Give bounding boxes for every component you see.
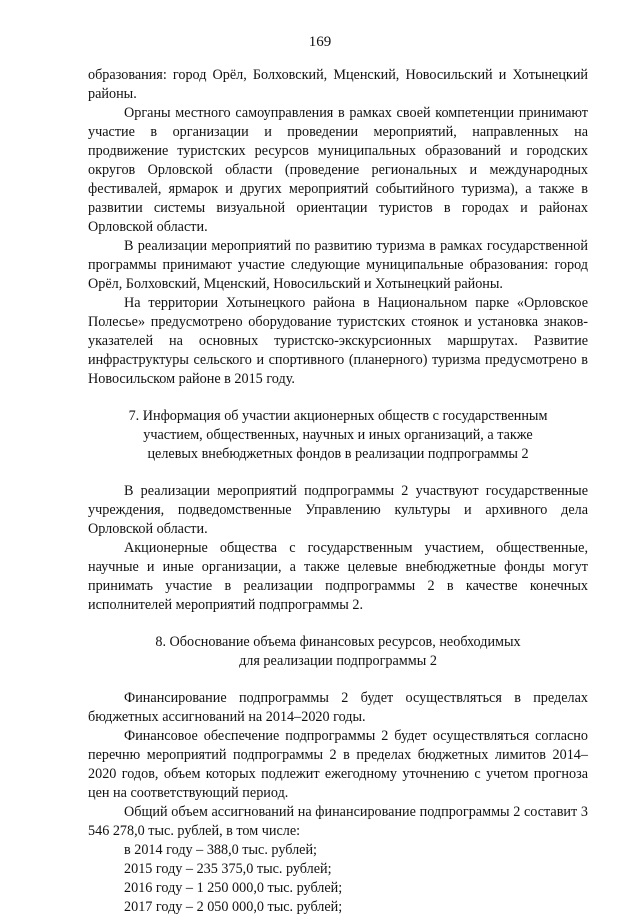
funding-year-item: 2016 году – 1 250 000,0 тыс. рублей; xyxy=(124,880,343,896)
heading-line: 7. Информация об участии акционерных обществ с государственным xyxy=(128,408,548,424)
paragraph: Общий объем ассигнований на финансирование подпрограммы 2 составит 3 546 278,0 тыс. рублей, в том числе: xyxy=(88,804,588,839)
paragraph: Финансовое обеспечение подпрограммы 2 будет осуществляться согласно перечню мероприятий подпрограммы 2 в пределах бюджетных лимитов 2014–2020 годов, объем которых подлежит ежегодному уточнению с учетом прогноза цен на соответствующий период. xyxy=(88,728,588,801)
funding-year-item: 2015 году – 235 375,0 тыс. рублей; xyxy=(124,861,332,877)
paragraph: образования: город Орёл, Болховский, Мценский, Новосильский и Хотынецкий районы. xyxy=(88,67,588,102)
funding-year-item: 2017 году – 2 050 000,0 тыс. рублей; xyxy=(124,899,343,915)
paragraph: Финансирование подпрограммы 2 будет осуществляться в пределах бюджетных ассигнований на 2014–2020 годы. xyxy=(88,690,588,725)
paragraph: Органы местного самоуправления в рамках своей компетенции принимают участие в организации и проведении мероприятий, направленных на продвижение туристских ресурсов муниципальных образований и городских округов Орловской области (проведение региональных и международных фестивалей, ярмарок и других мероприятий событийного туризма), а также в развитии системы визуальной ориентации туристов в городах и районах Орловской области. xyxy=(88,105,588,235)
document-body xyxy=(88,66,588,917)
heading-line: для реализации подпрограммы 2 xyxy=(239,653,437,669)
page-number: 169 xyxy=(308,34,332,50)
heading-line: 8. Обоснование объема финансовых ресурсов, необходимых xyxy=(155,634,521,650)
section-7-heading xyxy=(88,407,588,464)
heading-line: целевых внебюджетных фондов в реализации подпрограммы 2 xyxy=(147,446,529,462)
heading-line: участием, общественных, научных и иных организаций, а также xyxy=(143,427,533,443)
paragraph: В реализации мероприятий по развитию туризма в рамках государственной программы принимают участие следующие муниципальные образования: город Орёл, Болховский, Мценский, Новосильский и Хотынецкий районы. xyxy=(88,238,588,292)
paragraph: В реализации мероприятий подпрограммы 2 участвуют государственные учреждения, подведомственные Управлению культуры и архивного дела Орловской области. xyxy=(88,483,588,537)
section-8-heading xyxy=(88,633,588,671)
paragraph: На территории Хотынецкого района в Национальном парке «Орловское Полесье» предусмотрено оборудование туристских стоянок и установка знаков-указателей на основных туристско-экскурсионных маршрутах. Развитие инфраструктуры сельского и спортивного (планерного) туризма предусмотрено в Новосильском районе в 2015 году. xyxy=(88,295,588,387)
funding-year-item: в 2014 году – 388,0 тыс. рублей; xyxy=(124,842,317,858)
paragraph: Акционерные общества с государственным участием, общественные, научные и иные организации, а также целевые внебюджетные фонды могут принимать участие в реализации подпрограммы 2 в качестве конечных исполнителей мероприятий подпрограммы 2. xyxy=(88,540,588,613)
